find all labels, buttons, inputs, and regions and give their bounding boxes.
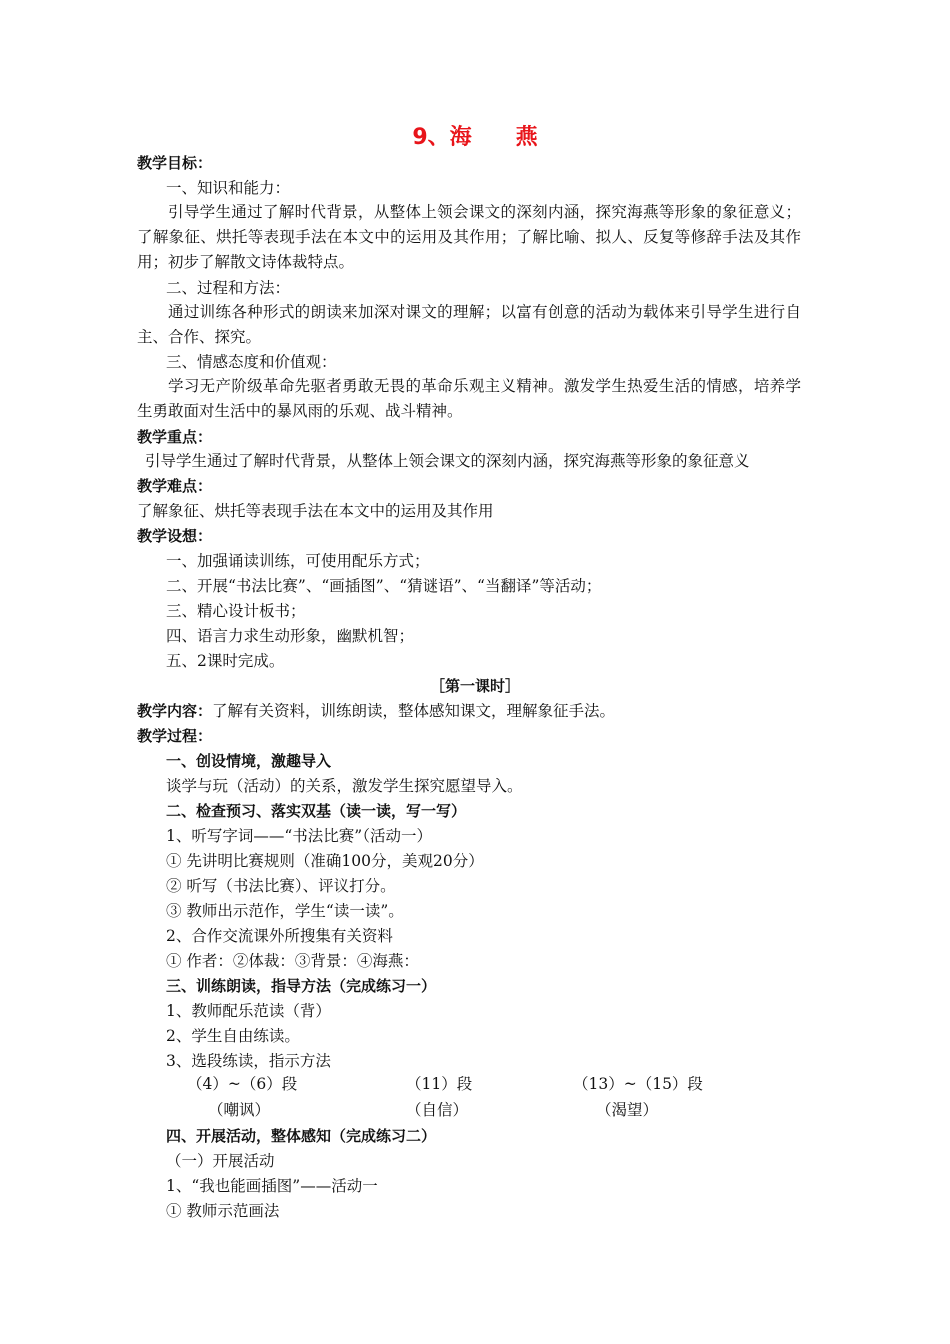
segment-mood: （嘲讽） bbox=[208, 1101, 271, 1119]
lesson-1-heading: ［第一课时］ bbox=[429, 677, 520, 695]
step-3-heading: 三、训练朗读，指导方法（完成练习一） bbox=[166, 977, 437, 995]
page-title bbox=[0, 124, 950, 152]
objectives-section-1-heading: 一、知识和能力： bbox=[166, 179, 291, 197]
title-part-1: 9、海 bbox=[412, 125, 472, 150]
difficulties-text: 了解象征、烘托等表现手法在本文中的运用及其作用 bbox=[137, 502, 494, 520]
design-item: 四、语言力求生动形象，幽默机智； bbox=[166, 627, 415, 645]
lesson-content-text: 了解有关资料，训练朗读，整体感知课文，理解象征手法。 bbox=[212, 702, 616, 720]
segment-label: （13）~（15）段 bbox=[573, 1075, 703, 1093]
step-4-heading: 四、开展活动，整体感知（完成练习二） bbox=[166, 1127, 437, 1145]
step-3-item: 2、学生自由练读。 bbox=[166, 1027, 300, 1045]
step-1-heading: 一、创设情境，激趣导入 bbox=[166, 752, 332, 770]
segment-mood: （自信） bbox=[406, 1101, 469, 1119]
objectives-section-2-heading: 二、过程和方法： bbox=[166, 279, 291, 297]
key-points-heading: 教学重点： bbox=[137, 428, 213, 446]
objectives-section-3-body: 学习无产阶级革命先驱者勇敢无畏的革命乐观主义精神。激发学生热爱生活的情感，培养学生勇敢面对生活中的暴风雨的乐观、战斗精神。 bbox=[137, 377, 801, 420]
step-4-item: ① 教师示范画法 bbox=[166, 1202, 280, 1220]
lesson-content-line bbox=[137, 701, 615, 721]
step-2-item: ③ 教师出示范作，学生“读一读”。 bbox=[166, 902, 404, 920]
design-item: 三、精心设计板书； bbox=[166, 602, 306, 620]
step-2-item: ② 听写（书法比赛）、评议打分。 bbox=[166, 877, 396, 895]
step-4-item: 1、“我也能画插图”——活动一 bbox=[166, 1177, 378, 1195]
difficulties-heading: 教学难点： bbox=[137, 477, 213, 495]
design-item: 二、开展“书法比赛”、“画插图”、“猜谜语”、“当翻译”等活动； bbox=[166, 577, 602, 595]
design-item: 一、加强诵读训练，可使用配乐方式； bbox=[166, 552, 430, 570]
segment-label: （11）段 bbox=[406, 1075, 473, 1093]
step-2-item: 2、合作交流课外所搜集有关资料 bbox=[166, 927, 393, 945]
step-2-item: 1、听写字词——“书法比赛”（活动一） bbox=[166, 827, 432, 845]
step-2-item: ① 作者：②体裁：③背景：④海燕： bbox=[166, 952, 419, 970]
lesson-content-label: 教学内容： bbox=[137, 702, 213, 720]
design-item: 五、2课时完成。 bbox=[166, 652, 285, 670]
title-part-2: 燕 bbox=[515, 125, 538, 150]
step-4-item: （一）开展活动 bbox=[166, 1152, 275, 1170]
segment-mood: （渴望） bbox=[596, 1101, 659, 1119]
design-heading: 教学设想： bbox=[137, 527, 213, 545]
step-3-item: 3、选段练读，指示方法 bbox=[166, 1052, 331, 1070]
objectives-section-3-heading: 三、情感态度和价值观： bbox=[166, 353, 337, 371]
key-points-text: 引导学生通过了解时代背景，从整体上领会课文的深刻内涵，探究海燕等形象的象征意义 bbox=[145, 452, 750, 470]
step-2-item: ① 先讲明比赛规则（准确100分，美观20分） bbox=[166, 852, 484, 870]
segment-label: （4）~（6）段 bbox=[187, 1075, 298, 1093]
objectives-section-2-body: 通过训练各种形式的朗读来加深对课文的理解；以富有创意的活动为载体来引导学生进行自主、合作、探究。 bbox=[137, 303, 801, 346]
step-2-heading: 二、检查预习、落实双基（读一读，写一写） bbox=[166, 802, 467, 820]
objectives-section-1-body: 引导学生通过了解时代背景，从整体上领会课文的深刻内涵，探究海燕等形象的象征意义；了解象征、烘托等表现手法在本文中的运用及其作用；了解比喻、拟人、反复等修辞手法及其作用；初步了解散文诗体裁特点。 bbox=[137, 203, 801, 271]
step-3-item: 1、教师配乐范读（背） bbox=[166, 1002, 331, 1020]
process-label: 教学过程： bbox=[137, 727, 213, 745]
step-1-text: 谈学与玩（活动）的关系，激发学生探究愿望导入。 bbox=[166, 777, 523, 795]
objectives-heading: 教学目标： bbox=[137, 154, 213, 172]
